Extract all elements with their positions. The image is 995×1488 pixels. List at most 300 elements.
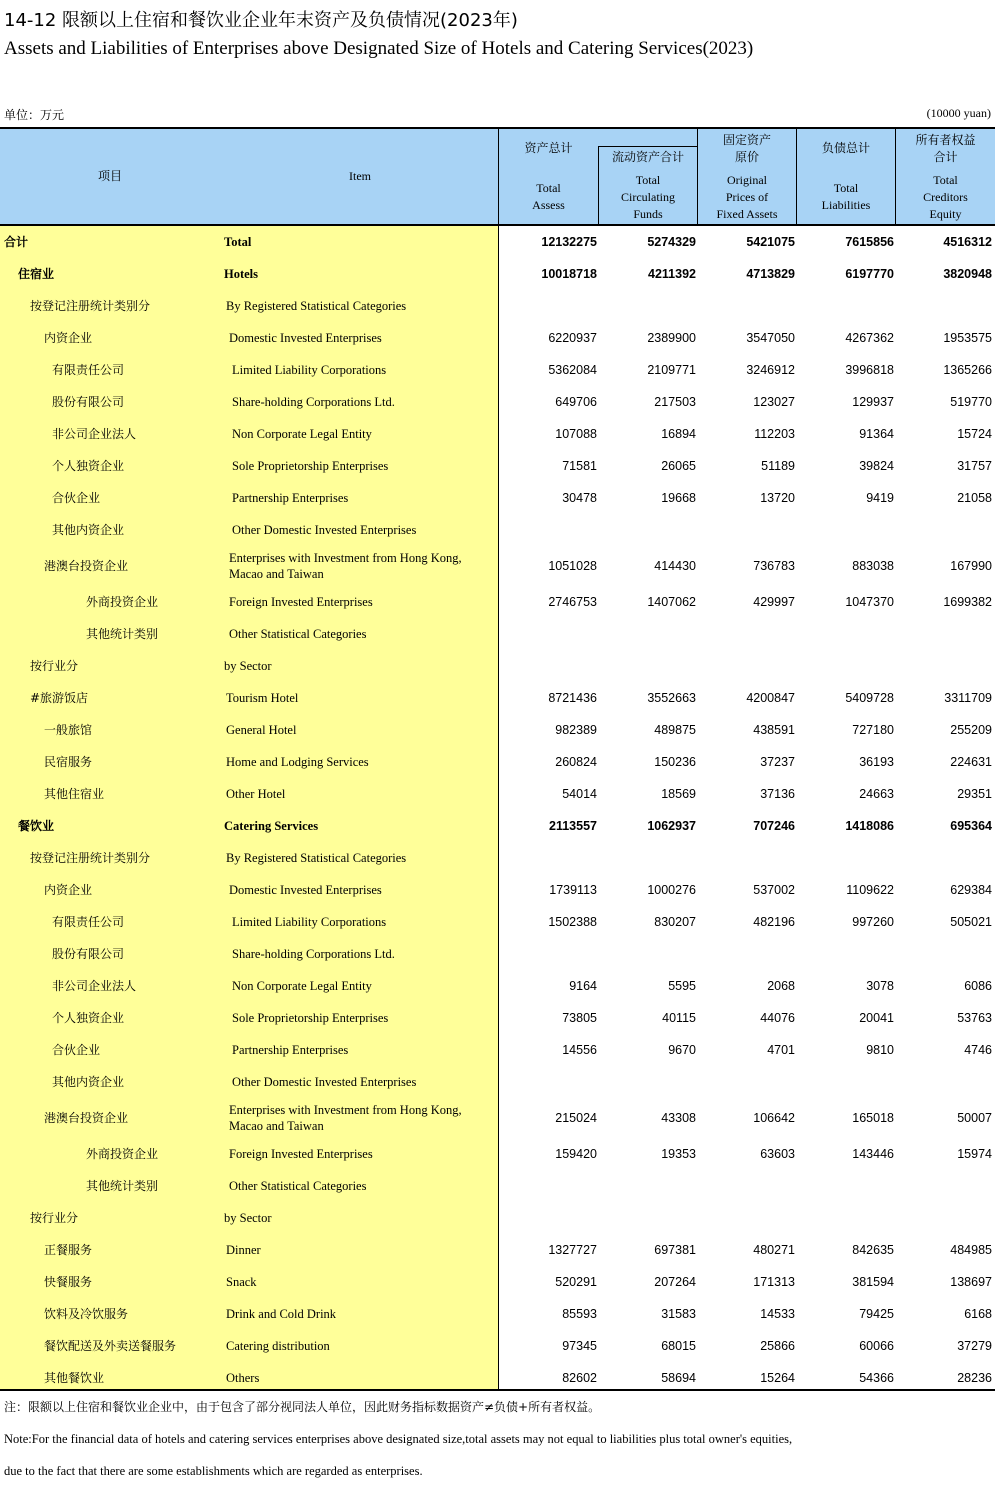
row-label-cn: 餐饮业 xyxy=(18,819,55,833)
row-label-en: By Registered Statistical Categories xyxy=(226,851,407,865)
cell-value: 3547050 xyxy=(746,331,795,345)
cell-value: 37237 xyxy=(760,755,795,769)
header-fixed-assets-cn-2: 原价 xyxy=(734,150,759,164)
table-header xyxy=(0,127,995,226)
cell-value: 5362084 xyxy=(548,363,597,377)
cell-value: 167990 xyxy=(950,559,992,573)
row-label-cn: 内资企业 xyxy=(44,331,93,345)
header-equity-en-1: Total xyxy=(933,173,958,187)
cell-value: 505021 xyxy=(950,915,992,929)
cell-value: 85593 xyxy=(562,1307,597,1321)
cell-value: 2113557 xyxy=(549,819,597,833)
table-row xyxy=(0,906,995,938)
cell-value: 649706 xyxy=(555,395,597,409)
table-row xyxy=(0,1002,995,1034)
cell-value: 3996818 xyxy=(845,363,894,377)
cell-value xyxy=(700,938,795,970)
header-equity-en-3: Equity xyxy=(929,207,962,221)
table-row xyxy=(0,290,995,322)
cell-value xyxy=(798,1202,894,1234)
header-divider xyxy=(598,146,697,147)
cell-value: 883038 xyxy=(852,559,894,573)
header-liabilities-en-1: Total xyxy=(833,181,859,195)
cell-value xyxy=(700,290,795,322)
table-row xyxy=(0,1234,995,1266)
row-label-en: Catering distribution xyxy=(226,1339,330,1353)
cell-value: 519770 xyxy=(950,395,992,409)
cell-value: 7615856 xyxy=(845,235,894,249)
cell-value: 842635 xyxy=(852,1243,894,1257)
cell-value: 6220937 xyxy=(548,331,597,345)
row-label-cn: 按行业分 xyxy=(30,1211,79,1225)
row-label-en: Partnership Enterprises xyxy=(232,1043,349,1057)
cell-value: 50007 xyxy=(957,1111,992,1125)
header-circulating-en-2: Circulating xyxy=(621,190,675,204)
cell-value: 482196 xyxy=(753,915,795,929)
row-label-en: Enterprises with Investment from Hong Kong, Macao and Taiwan xyxy=(229,551,462,581)
cell-value: 73805 xyxy=(562,1011,597,1025)
table-row xyxy=(0,1266,995,1298)
table-row xyxy=(0,1202,995,1234)
cell-value xyxy=(600,1202,696,1234)
cell-value: 4713829 xyxy=(746,267,795,281)
table-row xyxy=(0,970,995,1002)
table-row xyxy=(0,1098,995,1138)
cell-value xyxy=(897,842,992,874)
header-fixed-assets-en-1: Original xyxy=(727,173,767,187)
cell-value: 68015 xyxy=(661,1339,696,1353)
row-label-cn: 有限责任公司 xyxy=(52,363,125,377)
unit-label-en: (10000 yuan) xyxy=(926,106,991,120)
table-row xyxy=(0,682,995,714)
cell-value xyxy=(798,290,894,322)
cell-value: 629384 xyxy=(950,883,992,897)
cell-value: 830207 xyxy=(654,915,696,929)
cell-value: 129937 xyxy=(852,395,894,409)
cell-value: 71581 xyxy=(562,459,597,473)
cell-value: 82602 xyxy=(562,1371,597,1385)
cell-value xyxy=(897,514,992,546)
cell-value: 3078 xyxy=(866,979,894,993)
cell-value: 207264 xyxy=(654,1275,696,1289)
row-label-cn: 外商投资企业 xyxy=(86,1147,159,1161)
cell-value xyxy=(897,1066,992,1098)
cell-value: 123027 xyxy=(753,395,795,409)
row-label-en: Domestic Invested Enterprises xyxy=(229,883,382,897)
cell-value xyxy=(500,1202,597,1234)
table-row xyxy=(0,258,995,290)
cell-value: 54014 xyxy=(562,787,597,801)
cell-value xyxy=(500,1170,597,1202)
cell-value: 97345 xyxy=(562,1339,597,1353)
row-label-cn: 一般旅馆 xyxy=(44,723,93,737)
row-label-cn: 其他住宿业 xyxy=(44,787,105,801)
row-label-en: Total xyxy=(224,235,252,249)
row-label-en: Partnership Enterprises xyxy=(232,491,349,505)
row-label-cn: 合计 xyxy=(4,235,29,249)
row-label-en: Non Corporate Legal Entity xyxy=(232,979,372,993)
page-title-cn: 14-12 限额以上住宿和餐饮业企业年末资产及负债情况(2023年) xyxy=(4,10,518,31)
cell-value: 6197770 xyxy=(845,267,894,281)
cell-value: 1953575 xyxy=(943,331,992,345)
row-label-en: Limited Liability Corporations xyxy=(232,363,387,377)
cell-value: 60066 xyxy=(859,1339,894,1353)
cell-value: 3552663 xyxy=(647,691,696,705)
cell-value: 44076 xyxy=(760,1011,795,1025)
cell-value: 6168 xyxy=(964,1307,992,1321)
cell-value: 1109622 xyxy=(846,883,894,897)
cell-value: 31757 xyxy=(957,459,992,473)
cell-value: 3311709 xyxy=(944,691,992,705)
row-label-cn: 民宿服务 xyxy=(44,755,93,769)
cell-value: 9419 xyxy=(866,491,894,505)
header-item-en: Item xyxy=(349,169,371,183)
cell-value xyxy=(798,618,894,650)
cell-value: 24663 xyxy=(859,787,894,801)
row-label-en: Hotels xyxy=(224,267,259,281)
cell-value xyxy=(897,650,992,682)
cell-value: 429997 xyxy=(753,595,795,609)
table-row xyxy=(0,418,995,450)
cell-value: 1739113 xyxy=(549,883,597,897)
cell-value: 4701 xyxy=(767,1043,795,1057)
cell-value: 6086 xyxy=(964,979,992,993)
cell-value: 13720 xyxy=(760,491,795,505)
table-row xyxy=(0,514,995,546)
row-label-en: by Sector xyxy=(224,1211,272,1225)
row-label-en: Tourism Hotel xyxy=(226,691,299,705)
row-label-cn: 饮料及冷饮服务 xyxy=(44,1307,129,1321)
row-label-en: Share-holding Corporations Ltd. xyxy=(232,947,395,961)
cell-value: 9670 xyxy=(668,1043,696,1057)
row-label-en: Other Domestic Invested Enterprises xyxy=(232,523,417,537)
cell-value xyxy=(500,1066,597,1098)
cell-value: 520291 xyxy=(555,1275,597,1289)
header-fixed-assets-cn-1: 固定资产 xyxy=(722,133,771,147)
cell-value: 224631 xyxy=(950,755,992,769)
cell-value: 1407062 xyxy=(647,595,696,609)
cell-value: 489875 xyxy=(654,723,696,737)
cell-value xyxy=(798,514,894,546)
row-label-cn: 外商投资企业 xyxy=(86,595,159,609)
row-label-cn: 按登记注册统计类别分 xyxy=(30,851,151,865)
row-label-cn: 快餐服务 xyxy=(44,1275,93,1289)
cell-value: 37136 xyxy=(760,787,795,801)
cell-value: 1327727 xyxy=(548,1243,597,1257)
row-label-cn: 其他内资企业 xyxy=(52,1075,125,1089)
row-label-cn: 个人独资企业 xyxy=(52,1011,125,1025)
cell-value: 3246912 xyxy=(746,363,795,377)
row-label-cn: 其他统计类别 xyxy=(86,627,159,641)
row-label-en: Sole Proprietorship Enterprises xyxy=(232,459,389,473)
row-label-en: Home and Lodging Services xyxy=(226,755,369,769)
cell-value xyxy=(500,938,597,970)
row-label-cn: 非公司企业法人 xyxy=(52,979,137,993)
page-title-en: Assets and Liabilities of Enterprises above Designated Size of Hotels and Catering Services(2023) xyxy=(4,38,754,59)
table-row xyxy=(0,1170,995,1202)
table-row xyxy=(0,938,995,970)
cell-value: 15264 xyxy=(760,1371,795,1385)
cell-value xyxy=(798,1170,894,1202)
header-fixed-assets-en-3: Fixed Assets xyxy=(716,207,778,221)
cell-value: 982389 xyxy=(555,723,597,737)
cell-value: 14556 xyxy=(562,1043,597,1057)
cell-value: 217503 xyxy=(654,395,696,409)
cell-value: 53763 xyxy=(957,1011,992,1025)
cell-value xyxy=(700,1170,795,1202)
cell-value: 15974 xyxy=(957,1147,992,1161)
row-label-en: Share-holding Corporations Ltd. xyxy=(232,395,395,409)
cell-value: 19353 xyxy=(661,1147,696,1161)
table-row xyxy=(0,650,995,682)
header-equity-en-2: Creditors xyxy=(923,190,968,204)
row-label-en: Enterprises with Investment from Hong Kong, Macao and Taiwan xyxy=(229,1103,462,1133)
cell-value xyxy=(897,290,992,322)
cell-value xyxy=(500,618,597,650)
row-label-en: General Hotel xyxy=(226,723,297,737)
cell-value: 28236 xyxy=(957,1371,992,1385)
cell-value: 438591 xyxy=(753,723,795,737)
cell-value: 1000276 xyxy=(647,883,696,897)
cell-value: 4267362 xyxy=(845,331,894,345)
row-label-en: by Sector xyxy=(224,659,272,673)
cell-value: 480271 xyxy=(753,1243,795,1257)
table-row xyxy=(0,714,995,746)
row-label-en: Non Corporate Legal Entity xyxy=(232,427,372,441)
cell-value xyxy=(600,1170,696,1202)
header-circulating-en-3: Funds xyxy=(633,207,663,221)
row-label-en: Domestic Invested Enterprises xyxy=(229,331,382,345)
data-table xyxy=(0,127,995,1391)
cell-value xyxy=(700,650,795,682)
cell-value: 4746 xyxy=(964,1043,992,1057)
cell-value: 51189 xyxy=(761,459,795,473)
cell-value xyxy=(897,1170,992,1202)
cell-value: 30478 xyxy=(562,491,597,505)
row-label-cn: 其他内资企业 xyxy=(52,523,125,537)
cell-value xyxy=(500,290,597,322)
cell-value: 143446 xyxy=(852,1147,894,1161)
row-label-cn: 个人独资企业 xyxy=(52,459,125,473)
cell-value: 5274329 xyxy=(647,235,696,249)
cell-value: 16894 xyxy=(661,427,696,441)
footnote-en-line-2: due to the fact that there are some establishments which are regarded as enterprises. xyxy=(4,1464,423,1478)
cell-value: 79425 xyxy=(859,1307,894,1321)
cell-value: 8721436 xyxy=(548,691,597,705)
table-row xyxy=(0,322,995,354)
table-row xyxy=(0,386,995,418)
cell-value: 4200847 xyxy=(746,691,795,705)
row-label-cn: 住宿业 xyxy=(18,267,55,281)
cell-value: 12132275 xyxy=(541,235,597,249)
row-label-en: Other Statistical Categories xyxy=(229,627,367,641)
cell-value: 39824 xyxy=(859,459,894,473)
cell-value: 1365266 xyxy=(943,363,992,377)
cell-value xyxy=(798,938,894,970)
cell-value: 112203 xyxy=(754,427,795,441)
row-label-cn: 有限责任公司 xyxy=(52,915,125,929)
cell-value: 107088 xyxy=(555,427,597,441)
cell-value xyxy=(700,842,795,874)
table-body xyxy=(0,226,995,1391)
table-row xyxy=(0,1330,995,1362)
cell-value: 58694 xyxy=(661,1371,696,1385)
cell-value: 63603 xyxy=(760,1147,795,1161)
cell-value: 5595 xyxy=(668,979,696,993)
row-label-cn: 港澳台投资企业 xyxy=(44,559,129,573)
cell-value: 5409728 xyxy=(845,691,894,705)
row-label-en: Foreign Invested Enterprises xyxy=(229,1147,373,1161)
cell-value: 736783 xyxy=(753,559,795,573)
header-circulating-cn: 流动资产合计 xyxy=(611,150,684,164)
cell-value: 5421075 xyxy=(746,235,795,249)
cell-value xyxy=(600,938,696,970)
cell-value: 40115 xyxy=(662,1011,696,1025)
header-total-assets-cn: 资产总计 xyxy=(524,141,573,155)
cell-value: 1502388 xyxy=(548,915,597,929)
cell-value: 171313 xyxy=(753,1275,795,1289)
cell-value xyxy=(500,842,597,874)
cell-value: 2068 xyxy=(767,979,795,993)
cell-value: 2746753 xyxy=(548,595,597,609)
row-label-en: Dinner xyxy=(226,1243,261,1257)
cell-value: 707246 xyxy=(753,819,795,833)
cell-value: 2109771 xyxy=(647,363,696,377)
row-label-en: Drink and Cold Drink xyxy=(226,1307,337,1321)
cell-value: 695364 xyxy=(950,819,992,833)
cell-value: 537002 xyxy=(753,883,795,897)
cell-value: 91364 xyxy=(859,427,894,441)
cell-value: 3820948 xyxy=(943,267,992,281)
cell-value: 4211392 xyxy=(648,267,696,281)
table-row xyxy=(0,618,995,650)
header-total-assets-en: Total Assess xyxy=(532,181,565,212)
cell-value: 31583 xyxy=(661,1307,696,1321)
table-row xyxy=(0,778,995,810)
row-label-cn: 合伙企业 xyxy=(52,1043,101,1057)
cell-value: 15724 xyxy=(957,427,992,441)
header-fixed-assets-en-2: Prices of xyxy=(725,190,769,204)
table-row xyxy=(0,1138,995,1170)
row-label-cn: 非公司企业法人 xyxy=(52,427,137,441)
table-row xyxy=(0,1066,995,1098)
cell-value xyxy=(798,1066,894,1098)
header-circulating-en-1: Total xyxy=(635,173,661,187)
cell-value: 19668 xyxy=(661,491,696,505)
row-label-en: By Registered Statistical Categories xyxy=(226,299,407,313)
cell-value: 1699382 xyxy=(943,595,992,609)
cell-value xyxy=(600,1066,696,1098)
row-label-en: Other Hotel xyxy=(226,787,286,801)
cell-value: 43308 xyxy=(661,1111,696,1125)
row-label-en: Sole Proprietorship Enterprises xyxy=(232,1011,389,1025)
cell-value xyxy=(600,650,696,682)
cell-value: 727180 xyxy=(852,723,894,737)
cell-value: 697381 xyxy=(654,1243,696,1257)
cell-value xyxy=(500,514,597,546)
cell-value: 37279 xyxy=(957,1339,992,1353)
row-label-cn: 股份有限公司 xyxy=(52,395,125,409)
cell-value: 54366 xyxy=(859,1371,894,1385)
cell-value: 414430 xyxy=(654,559,696,573)
row-label-en: Others xyxy=(226,1371,260,1385)
row-label-cn: 餐饮配送及外卖送餐服务 xyxy=(44,1339,177,1353)
row-label-cn: 合伙企业 xyxy=(52,491,101,505)
row-label-cn: 按登记注册统计类别分 xyxy=(30,299,151,313)
row-label-en: Limited Liability Corporations xyxy=(232,915,387,929)
cell-value xyxy=(798,842,894,874)
table-row xyxy=(0,586,995,618)
table-row xyxy=(0,1362,995,1394)
footnote-cn: 注：限额以上住宿和餐饮业企业中，由于包含了部分视同法人单位，因此财务指标数据资产≠负债+所有者权益。 xyxy=(4,1400,601,1414)
cell-value: 2389900 xyxy=(647,331,696,345)
row-label-cn: 内资企业 xyxy=(44,883,93,897)
cell-value: 381594 xyxy=(852,1275,894,1289)
cell-value: 21058 xyxy=(957,491,992,505)
cell-value: 159420 xyxy=(555,1147,597,1161)
cell-value xyxy=(600,290,696,322)
cell-value xyxy=(897,618,992,650)
header-equity-cn-2: 合计 xyxy=(933,150,958,164)
cell-value: 10018718 xyxy=(541,267,597,281)
table-row xyxy=(0,1034,995,1066)
cell-value: 165018 xyxy=(852,1111,894,1125)
cell-value: 18569 xyxy=(661,787,696,801)
cell-value: 9164 xyxy=(569,979,597,993)
cell-value: 484985 xyxy=(950,1243,992,1257)
table-row xyxy=(0,226,995,258)
cell-value xyxy=(798,650,894,682)
cell-value: 14533 xyxy=(760,1307,795,1321)
row-label-cn: 正餐服务 xyxy=(44,1243,93,1257)
cell-value: 9810 xyxy=(866,1043,894,1057)
cell-value xyxy=(897,1202,992,1234)
header-item-cn: 项目 xyxy=(97,169,122,183)
table-row xyxy=(0,354,995,386)
row-label-en: Snack xyxy=(226,1275,257,1289)
row-label-cn: 港澳台投资企业 xyxy=(44,1111,129,1125)
row-label-en: Catering Services xyxy=(224,819,319,833)
cell-value: 138697 xyxy=(950,1275,992,1289)
cell-value xyxy=(700,514,795,546)
table-row xyxy=(0,842,995,874)
cell-value xyxy=(897,938,992,970)
cell-value: 1051028 xyxy=(548,559,597,573)
cell-value xyxy=(700,1066,795,1098)
row-label-en: Other Statistical Categories xyxy=(229,1179,367,1193)
cell-value xyxy=(700,1202,795,1234)
cell-value: 1047370 xyxy=(845,595,894,609)
cell-value: 106642 xyxy=(753,1111,795,1125)
table-row xyxy=(0,482,995,514)
cell-value: 260824 xyxy=(555,755,597,769)
cell-value: 1062937 xyxy=(647,819,696,833)
row-label-cn: 按行业分 xyxy=(30,659,79,673)
table-row xyxy=(0,450,995,482)
cell-value: 29351 xyxy=(957,787,992,801)
cell-value xyxy=(600,842,696,874)
cell-value: 26065 xyxy=(661,459,696,473)
cell-value: 255209 xyxy=(950,723,992,737)
row-label-cn: 股份有限公司 xyxy=(52,947,125,961)
table-row xyxy=(0,1298,995,1330)
cell-value xyxy=(700,618,795,650)
table-row xyxy=(0,810,995,842)
header-equity-cn-1: 所有者权益 xyxy=(915,133,976,147)
row-label-cn: 其他统计类别 xyxy=(86,1179,159,1193)
table-row xyxy=(0,746,995,778)
cell-value: 150236 xyxy=(654,755,696,769)
